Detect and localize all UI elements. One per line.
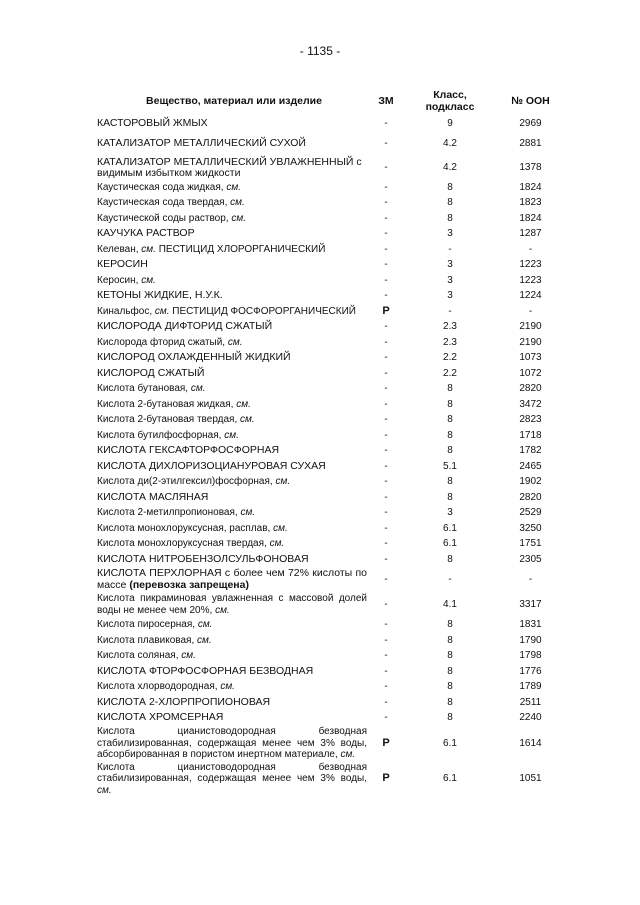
zm-cell: -: [384, 197, 388, 208]
substance-name-text: Кислота бутановая,: [97, 383, 191, 394]
substance-name-text: Кислота бутилфосфорная,: [97, 429, 225, 441]
substance-name: [97, 180, 371, 196]
zm-cell: -: [384, 228, 388, 239]
see-reference: см.: [240, 414, 255, 425]
substance-name: [97, 726, 371, 762]
class-cell: 8: [447, 665, 453, 677]
substance-name: [97, 648, 371, 664]
class-cell: 8: [447, 476, 453, 487]
table-row: [97, 319, 562, 335]
substance-name-text: Кислота цианистоводородная безводная стабилизированная, содержащая менее чем 3% воды,: [97, 761, 367, 784]
table-row: [97, 490, 562, 506]
table-row: [97, 567, 562, 592]
substance-name: [97, 116, 371, 132]
see-reference: см.: [97, 784, 112, 796]
class-cell: 8: [447, 696, 453, 708]
zm-cell: -: [384, 367, 388, 379]
substance-name: [97, 617, 371, 633]
un-number-cell: 1224: [519, 290, 542, 301]
substance-name: [97, 350, 371, 366]
un-number-cell: 2511: [519, 696, 542, 708]
header-un-number: № ООН: [511, 95, 550, 107]
see-reference: см.: [275, 476, 291, 487]
substance-name: [97, 273, 371, 289]
see-reference: см.: [141, 243, 156, 255]
un-number-cell: -: [528, 573, 533, 585]
zm-cell: -: [384, 336, 388, 348]
class-cell: 2.2: [443, 367, 457, 379]
zm-cell: -: [384, 712, 388, 723]
table-row: [97, 459, 562, 475]
un-number-cell: 1782: [519, 445, 542, 456]
substance-name: [97, 490, 371, 506]
class-cell: 3: [447, 290, 453, 301]
zm-cell: -: [384, 383, 388, 394]
table-row: [97, 273, 562, 289]
table-row: [97, 695, 562, 711]
table-row: [97, 648, 562, 664]
substance-name: [97, 428, 371, 444]
table-row: [97, 226, 562, 242]
class-cell: 5.1: [443, 460, 457, 472]
see-reference: см.: [215, 604, 230, 616]
class-cell: 8: [447, 681, 453, 692]
substance-name-text: КИСЛОРОДА ДИФТОРИД СЖАТЫЙ: [97, 320, 273, 332]
un-number-cell: -: [528, 305, 533, 317]
substance-name: [97, 288, 371, 304]
substance-name-text: Кислота монохлоруксусная твердая,: [97, 538, 270, 549]
see-reference: см.: [230, 197, 245, 208]
un-number-cell: 2190: [519, 321, 542, 332]
class-cell: 8: [447, 398, 453, 410]
table-header-row: [97, 86, 562, 116]
un-number-cell: 1831: [519, 619, 542, 630]
substance-name-tail: ПЕСТИЦИД ХЛОРОРГАНИЧЕСКИЙ: [155, 243, 326, 255]
un-number-cell: 2305: [519, 553, 542, 565]
substance-name: [97, 695, 371, 711]
zm-cell: -: [384, 118, 388, 129]
un-number-cell: 3472: [519, 398, 542, 410]
substance-name: [97, 335, 371, 351]
see-reference: см.: [226, 181, 241, 193]
class-cell: -: [448, 573, 452, 585]
class-cell: 8: [447, 181, 453, 193]
substance-name: [97, 412, 371, 428]
header-class-line2: подкласс: [425, 101, 475, 113]
substance-name-text: Каустической соды раствор,: [97, 212, 232, 224]
zm-cell: -: [384, 634, 388, 646]
prohibition-note: (перевозка запрещена): [129, 578, 249, 591]
un-number-cell: 3317: [519, 598, 542, 610]
header-zm: ЗМ: [378, 95, 394, 107]
substance-name-text: Кислота пиросерная,: [97, 619, 198, 630]
table-row: [97, 257, 562, 273]
class-cell: 8: [447, 429, 453, 441]
substance-name: [97, 592, 371, 617]
class-cell: 4.1: [443, 598, 457, 610]
see-reference: см.: [240, 507, 256, 518]
see-reference: см.: [269, 538, 285, 549]
substance-name-text: КИСЛОТА ГЕКСАФТОРФОСФОРНАЯ: [97, 444, 280, 456]
class-cell: 2.2: [443, 352, 457, 363]
see-reference: см.: [220, 681, 235, 692]
table-row: [97, 157, 562, 180]
zm-cell: -: [384, 681, 388, 692]
un-number-cell: 1378: [519, 162, 542, 174]
substance-name-text: Каустическая сода твердая,: [97, 197, 231, 208]
zm-cell: -: [384, 429, 388, 441]
substance-name: [97, 443, 371, 459]
zm-cell: -: [384, 553, 388, 565]
un-number-cell: 1751: [519, 538, 542, 549]
table-row: [97, 132, 562, 157]
un-number-cell: 1223: [519, 274, 542, 286]
un-number-cell: 2820: [519, 491, 542, 503]
substance-name: [97, 397, 371, 413]
substance-name: [97, 257, 371, 273]
table-row: [97, 288, 562, 304]
see-reference: см.: [141, 274, 156, 286]
un-number-cell: -: [528, 243, 533, 255]
table-row: [97, 412, 562, 428]
un-number-cell: 2881: [519, 138, 542, 150]
substance-name-text: Керосин,: [97, 274, 142, 286]
un-number-cell: 1614: [519, 737, 542, 749]
zm-cell: P: [382, 304, 390, 317]
un-number-cell: 2969: [519, 118, 542, 129]
class-cell: 8: [447, 619, 453, 630]
substance-name: [97, 366, 371, 382]
see-reference: см.: [197, 634, 212, 646]
table-row: [97, 762, 562, 797]
substance-name: [97, 664, 371, 680]
substance-name: [97, 226, 371, 242]
class-cell: 8: [447, 712, 453, 723]
un-number-cell: 1823: [519, 197, 542, 208]
substance-name-text: КАТАЛИЗАТОР МЕТАЛЛИЧЕСКИЙ УВЛАЖНЕННЫЙ: [97, 155, 354, 168]
class-cell: 6.1: [443, 522, 457, 534]
see-reference: см.: [227, 336, 243, 348]
un-number-cell: 2190: [519, 336, 542, 348]
substance-name: [97, 242, 371, 258]
zm-cell: -: [384, 665, 388, 677]
page-number: - 1135 -: [299, 44, 341, 58]
class-cell: 3: [447, 274, 453, 286]
substance-name-text: Кислота цианистоводородная безводная стабилизированная, содержащая менее чем 3% воды, абсорбированная в пористом инертном материале,: [97, 726, 367, 761]
class-cell: 3: [447, 228, 453, 239]
zm-cell: -: [384, 212, 388, 224]
substance-name-text: КИСЛОТА 2-ХЛОРПРОПИОНОВАЯ: [97, 695, 271, 708]
zm-cell: P: [382, 772, 390, 784]
substance-name-text: Кислота ди(2-этилгексил)фосфорная,: [97, 476, 276, 487]
class-cell: 8: [447, 197, 453, 208]
zm-cell: -: [384, 243, 388, 255]
substance-name: [97, 521, 371, 537]
table-row: [97, 592, 562, 617]
un-number-cell: 3250: [519, 522, 542, 534]
substance-name: [97, 304, 371, 320]
class-cell: -: [448, 305, 452, 317]
table-row: [97, 552, 562, 568]
class-cell: 6.1: [443, 773, 457, 784]
zm-cell: -: [384, 538, 388, 549]
un-number-cell: 2465: [519, 460, 542, 472]
zm-cell: -: [384, 445, 388, 456]
substance-name: [97, 474, 371, 490]
substance-name: [97, 552, 371, 568]
substance-name-text: Каустическая сода жидкая,: [97, 181, 227, 193]
substance-name: [97, 381, 371, 397]
table-row: [97, 443, 562, 459]
substance-name: [97, 505, 371, 521]
table-row: [97, 350, 562, 366]
table-body: [97, 116, 562, 796]
substance-name-text: КЕРОСИН: [97, 258, 148, 270]
un-number-cell: 1051: [519, 773, 542, 784]
class-cell: 4.2: [443, 138, 457, 150]
table-row: [97, 195, 562, 211]
un-number-cell: 1287: [519, 228, 542, 239]
table-row: [97, 679, 562, 695]
table-row: [97, 633, 562, 649]
class-cell: -: [448, 243, 452, 255]
class-cell: 8: [447, 650, 453, 661]
substance-name-text: Кислота пикраминовая увлажненная с массовой долей воды не менее чем 20%,: [97, 593, 367, 616]
class-cell: 3: [447, 259, 453, 270]
zm-cell: -: [384, 598, 388, 610]
substance-name-tail: ПЕСТИЦИД ФОСФОРОРГАНИЧЕСКИЙ: [169, 305, 356, 317]
table-row: [97, 180, 562, 196]
zm-cell: -: [384, 476, 388, 487]
substance-name: [97, 157, 371, 180]
class-cell: 8: [447, 383, 453, 394]
zm-cell: -: [384, 290, 388, 301]
un-number-cell: 1789: [519, 681, 542, 692]
substance-name-text: КИСЛОТА ФТОРФОСФОРНАЯ БЕЗВОДНАЯ: [97, 664, 314, 677]
substance-name-text: КИСЛОТА НИТРОБЕНЗОЛСУЛЬФОНОВАЯ: [97, 552, 309, 565]
class-cell: 9: [447, 118, 453, 129]
table-row: [97, 428, 562, 444]
header-name: Вещество, материал или изделие: [146, 95, 322, 107]
substance-name-text: Келеван,: [97, 243, 142, 255]
see-reference: см.: [224, 429, 239, 441]
class-cell: 8: [447, 553, 453, 565]
zm-cell: -: [384, 507, 388, 518]
class-cell: 2.3: [443, 321, 457, 332]
zm-cell: -: [384, 491, 388, 503]
substance-name-text: КИСЛОТА МАСЛЯНАЯ: [97, 490, 209, 503]
substance-name-text: Кислота соляная,: [97, 650, 182, 661]
substance-name-text: КЕТОНЫ ЖИДКИЕ, Н.У.К.: [97, 289, 223, 301]
class-cell: 6.1: [443, 538, 457, 549]
zm-cell: -: [384, 398, 388, 410]
substances-table: [97, 86, 562, 796]
see-reference: см.: [231, 212, 246, 224]
un-number-cell: 1073: [519, 352, 542, 363]
class-cell: 6.1: [443, 737, 457, 749]
zm-cell: -: [384, 460, 388, 472]
header-class: [401, 86, 499, 116]
substance-name-text: Кислота монохлоруксусная, расплав,: [97, 522, 274, 534]
class-cell: 8: [447, 212, 453, 224]
substance-name-text: КАУЧУКА РАСТВОР: [97, 227, 195, 239]
zm-cell: -: [384, 274, 388, 286]
substance-name: [97, 319, 371, 335]
zm-cell: -: [384, 522, 388, 534]
substance-name-tail: с более чем 72% кислоты по массе: [97, 567, 367, 591]
see-reference: см.: [273, 522, 288, 534]
see-reference: см.: [340, 749, 356, 761]
table-row: [97, 710, 562, 726]
class-cell: 8: [447, 414, 453, 425]
see-reference: см.: [197, 619, 213, 630]
un-number-cell: 1718: [519, 429, 542, 441]
class-cell: 2.3: [443, 336, 457, 348]
see-reference: см.: [181, 650, 196, 661]
un-number-cell: 1776: [519, 665, 542, 677]
substance-name-text: Кислота плавиковая,: [97, 634, 197, 646]
substance-name: [97, 679, 371, 695]
un-number-cell: 1824: [519, 212, 542, 224]
substance-name: [97, 633, 371, 649]
substance-name-text: Кислота хлорводородная,: [97, 681, 221, 692]
zm-cell: P: [382, 736, 390, 749]
zm-cell: -: [384, 162, 388, 174]
header-class-line1: Класс,: [433, 89, 467, 101]
substance-name: [97, 762, 371, 797]
substance-name-text: КАТАЛИЗАТОР МЕТАЛЛИЧЕСКИЙ СУХОЙ: [97, 137, 306, 150]
un-number-cell: 2240: [519, 712, 542, 723]
substance-name-text: Кислота 2-метилпропионовая,: [97, 507, 241, 518]
substance-name-text: Кислота 2-бутановая жидкая,: [97, 398, 237, 410]
table-row: [97, 617, 562, 633]
table-row: [97, 664, 562, 680]
substance-name-text: Кинальфос,: [97, 305, 155, 317]
table-row: [97, 397, 562, 413]
zm-cell: -: [384, 573, 388, 585]
zm-cell: -: [384, 181, 388, 193]
table-row: [97, 304, 562, 320]
substance-name-text: КИСЛОРОД СЖАТЫЙ: [97, 366, 205, 379]
table-row: [97, 242, 562, 258]
zm-cell: -: [384, 259, 388, 270]
substance-name-text: Кислорода фторид сжатый,: [97, 336, 228, 348]
zm-cell: -: [384, 696, 388, 708]
class-cell: 8: [447, 445, 453, 456]
un-number-cell: 1223: [519, 259, 542, 270]
class-cell: 3: [447, 507, 453, 518]
table-row: [97, 536, 562, 552]
substance-name: [97, 567, 371, 592]
zm-cell: -: [384, 321, 388, 332]
substance-name: [97, 459, 371, 475]
substance-name-text: КИСЛОТА ДИХЛОРИЗОЦИАНУРОВАЯ СУХАЯ: [97, 459, 326, 472]
substance-name: [97, 536, 371, 552]
table-row: [97, 505, 562, 521]
see-reference: см.: [236, 398, 251, 410]
substance-name-text: КИСЛОТА ХРОМСЕРНАЯ: [97, 711, 224, 723]
substance-name-text: КИСЛОТА ПЕРХЛОРНАЯ: [97, 567, 222, 579]
substance-name: [97, 211, 371, 227]
un-number-cell: 1902: [519, 476, 542, 487]
zm-cell: -: [384, 414, 388, 425]
zm-cell: -: [384, 138, 388, 150]
table-row: [97, 366, 562, 382]
substance-name: [97, 132, 371, 157]
substance-name-text: КАСТОРОВЫЙ ЖМЫХ: [97, 117, 208, 129]
table-row: [97, 116, 562, 132]
zm-cell: -: [384, 352, 388, 363]
substance-name-tail: с видимым избытком жидкости: [97, 155, 362, 179]
un-number-cell: 1072: [519, 367, 542, 379]
substance-name: [97, 710, 371, 726]
see-reference: см.: [190, 383, 206, 394]
table-row: [97, 335, 562, 351]
table-row: [97, 211, 562, 227]
class-cell: 8: [447, 634, 453, 646]
table-row: [97, 521, 562, 537]
table-row: [97, 474, 562, 490]
class-cell: 4.2: [443, 162, 457, 174]
zm-cell: -: [384, 650, 388, 661]
zm-cell: -: [384, 619, 388, 630]
table-row: [97, 726, 562, 762]
un-number-cell: 2823: [519, 414, 542, 425]
substance-name: [97, 195, 371, 211]
un-number-cell: 1790: [519, 634, 542, 646]
substance-name-text: КИСЛОРОД ОХЛАЖДЕННЫЙ ЖИДКИЙ: [97, 351, 291, 363]
class-cell: 8: [447, 491, 453, 503]
table-row: [97, 381, 562, 397]
see-reference: см.: [154, 305, 170, 317]
un-number-cell: 1824: [519, 181, 542, 193]
substance-name-text: Кислота 2-бутановая твердая,: [97, 414, 241, 425]
un-number-cell: 1798: [519, 650, 542, 661]
un-number-cell: 2529: [519, 507, 542, 518]
un-number-cell: 2820: [519, 383, 542, 394]
